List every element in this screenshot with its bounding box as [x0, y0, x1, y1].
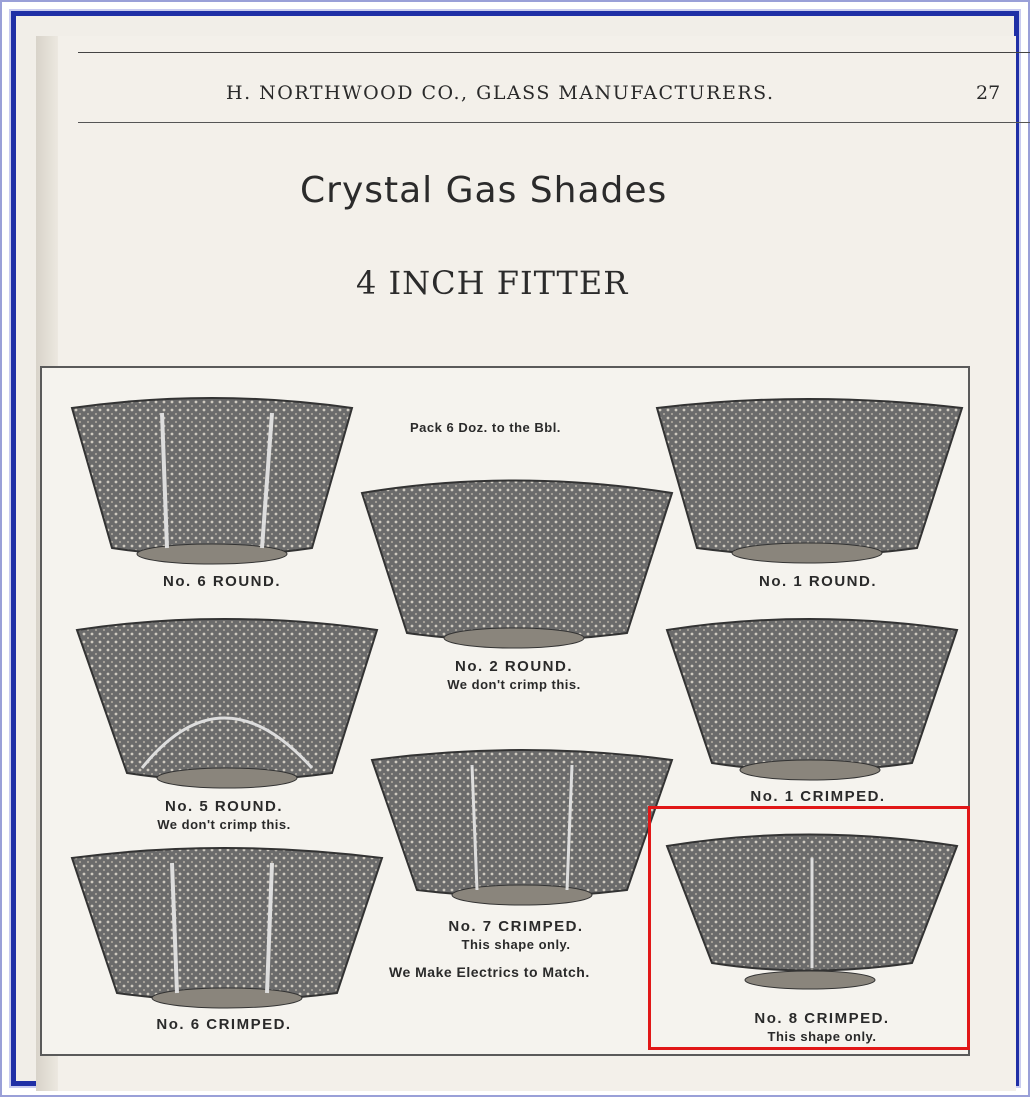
shade-6-round-label: [102, 573, 342, 590]
shade-6-crimped-image: [72, 848, 382, 1008]
shade-5-round-image: [77, 619, 377, 788]
shade-1-round-image: [657, 399, 962, 563]
shade-name: No. 2 ROUND.: [454, 658, 573, 675]
shade-name: No. 6 CRIMPED.: [156, 1016, 292, 1033]
shade-note: We don't crimp this.: [447, 677, 581, 692]
shade-note: We don't crimp this.: [157, 817, 291, 832]
header-rule-top: [78, 52, 1030, 53]
shade-note: This shape only.: [461, 937, 571, 952]
shade-name: No. 6 ROUND.: [162, 573, 281, 590]
page-title: Crystal Gas Shades: [300, 170, 668, 211]
shade-5-round-label: [104, 798, 344, 832]
shade-2-round-label: [394, 658, 634, 692]
shade-name: No. 1 ROUND.: [758, 573, 877, 590]
shade-name: No. 1 CRIMPED.: [750, 788, 886, 805]
shade-name: No. 5 ROUND.: [164, 798, 283, 815]
shade-note: This shape only.: [767, 1029, 877, 1044]
pack-note: Pack 6 Doz. to the Bbl.: [410, 420, 561, 435]
shade-2-round-image: [362, 481, 672, 649]
shade-1-round-label: [698, 573, 938, 590]
page-number: 27: [976, 82, 1001, 104]
shade-1-crimped-image: [667, 619, 957, 780]
running-head: H. NORTHWOOD CO., GLASS MANUFACTURERS.: [226, 82, 775, 104]
shade-7-crimped-image: [372, 750, 672, 905]
shade-1-crimped-label: [698, 788, 938, 805]
header-rule-bottom: [78, 122, 1030, 123]
shade-name: No. 8 CRIMPED.: [754, 1010, 890, 1027]
shade-name: No. 7 CRIMPED.: [448, 918, 584, 935]
page-subtitle: 4 INCH FITTER: [356, 264, 629, 302]
electrics-note: We Make Electrics to Match.: [389, 964, 590, 980]
shade-6-round-image: [72, 398, 352, 564]
highlight-box: [648, 806, 970, 1050]
shade-6-crimped-label: [104, 1016, 344, 1033]
shade-7-crimped-label: [396, 918, 636, 952]
